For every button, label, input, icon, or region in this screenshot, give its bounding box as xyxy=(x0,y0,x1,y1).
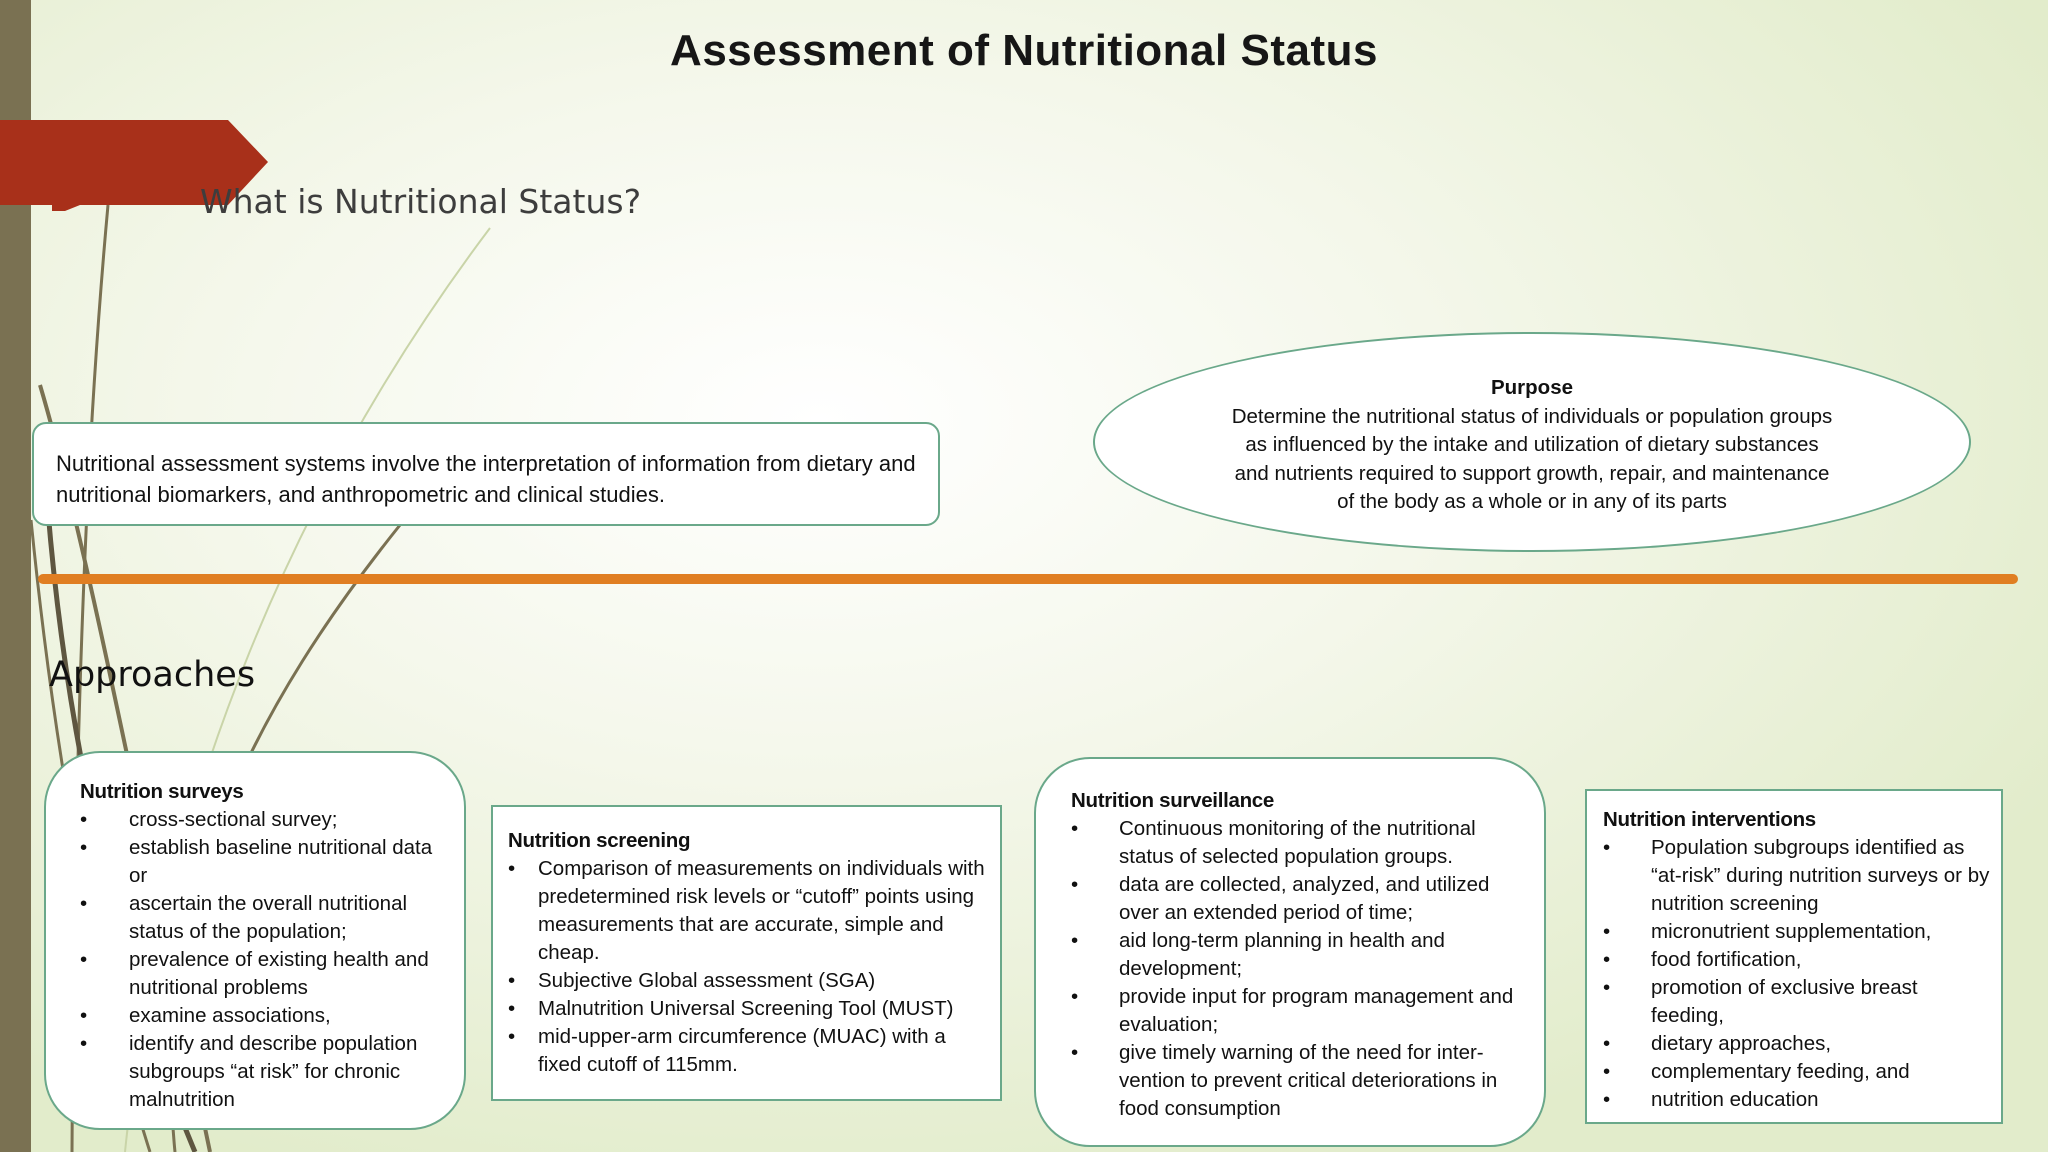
list-item: • food fortification, xyxy=(1603,946,1991,974)
list-item: • give timely warning of the need for inter-vention to prevent critical deteriorations in food consumption xyxy=(1071,1039,1528,1123)
list-item: • examine associations, xyxy=(80,1002,444,1030)
approach-list xyxy=(1071,815,1528,1123)
approach-list xyxy=(508,855,990,1079)
list-item: • mid-upper-arm circumference (MUAC) with a fixed cutoff of 115mm. xyxy=(508,1023,990,1079)
subheading-what-is-nutritional-status: What is Nutritional Status? xyxy=(200,182,642,221)
list-item: • Population subgroups identified as “at-risk” during nutrition surveys or by nutrition screening xyxy=(1603,834,1991,918)
approach-title: Nutrition surveys xyxy=(80,780,244,803)
purpose-ellipse xyxy=(1093,332,1971,552)
list-item: • dietary approaches, xyxy=(1603,1030,1991,1058)
subheading-approaches: Approaches xyxy=(49,655,256,695)
list-item: • Comparison of measurements on individuals with predetermined risk levels or “cutoff” points using measurements that are accurate, simple and cheap. xyxy=(508,855,990,967)
approach-card-nutrition-surveillance xyxy=(1034,757,1546,1147)
definition-text: Nutritional assessment systems involve the interpretation of information from dietary and nutritional biomarkers, and anthropometric and clinical studies. xyxy=(56,451,916,507)
approach-card-nutrition-surveys xyxy=(44,751,466,1130)
section-divider xyxy=(38,574,2018,584)
list-item: • Malnutrition Universal Screening Tool (MUST) xyxy=(508,995,990,1023)
definition-box xyxy=(32,422,940,526)
list-item: • provide input for program management and evaluation; xyxy=(1071,983,1528,1039)
list-item: • ascertain the overall nutritional status of the population; xyxy=(80,890,444,946)
list-item: • Continuous monitoring of the nutritional status of selected population groups. xyxy=(1071,815,1528,871)
approach-title: Nutrition interventions xyxy=(1603,808,1816,831)
approach-card-nutrition-interventions xyxy=(1585,789,2003,1124)
approach-list xyxy=(80,806,444,1114)
list-item: • Subjective Global assessment (SGA) xyxy=(508,967,990,995)
approach-list xyxy=(1603,834,1991,1114)
list-item: • micronutrient supplementation, xyxy=(1603,918,1991,946)
approach-card-nutrition-screening xyxy=(491,805,1002,1101)
list-item: • aid long-term planning in health and development; xyxy=(1071,927,1528,983)
list-item: • establish baseline nutritional data or xyxy=(80,834,444,890)
list-item: • nutrition education xyxy=(1603,1086,1991,1114)
list-item: • complementary feeding, and xyxy=(1603,1058,1991,1086)
list-item: • data are collected, analyzed, and utilized over an extended period of time; xyxy=(1071,871,1528,927)
slide-title: Assessment of Nutritional Status xyxy=(670,26,1378,75)
approach-title: Nutrition surveillance xyxy=(1071,789,1275,812)
purpose-title: Purpose xyxy=(1490,376,1574,399)
list-item: • prevalence of existing health and nutritional problems xyxy=(80,946,444,1002)
list-item: • cross-sectional survey; xyxy=(80,806,444,834)
list-item: • promotion of exclusive breast feeding, xyxy=(1603,974,1991,1030)
list-item: • identify and describe population subgroups “at risk” for chronic malnutrition xyxy=(80,1030,444,1114)
purpose-text: Determine the nutritional status of individuals or population groups as influenced by the intake and utilization of dietary substances and nutrients required to support growth, repair, and maintenance of the body as a whole or in any of its parts xyxy=(1231,404,1833,513)
approach-title: Nutrition screening xyxy=(508,829,691,852)
